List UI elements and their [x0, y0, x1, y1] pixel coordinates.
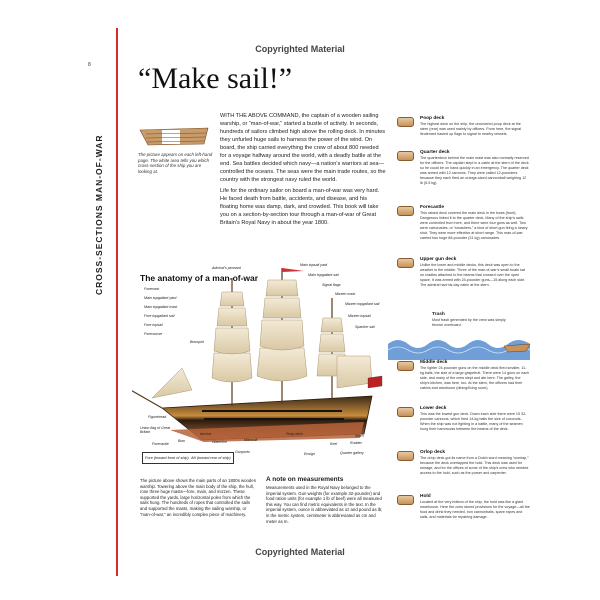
anatomy-heading: The anatomy of a man-of-war: [140, 273, 259, 283]
side-entry-title: Orlop deck: [420, 450, 446, 455]
label-rudder: Rudder: [350, 441, 362, 445]
label-main-topgallant-yard: Main topgallant yard: [144, 296, 177, 300]
deck-icon: [397, 495, 414, 505]
vertical-header-text: CROSS-SECTIONS MAN-OF-WAR: [94, 134, 104, 295]
label-foremast: Foremast: [144, 287, 160, 291]
note-body: Measurements used in the Royal Navy belonged to the imperial system. Gun weights (for example 32-pounder) and food ration units (for example 1 lb of beef) were all measured this way. You can find metric equivalents in the text. In the imperial system, ounce is abbreviated as oz and pound as lb; in the metric system, centimeter is abbreviated as cm and meter as m.: [266, 485, 383, 524]
side-entry-title: Forecastle: [420, 205, 444, 210]
deck-icon: [397, 151, 414, 161]
label-mizzen-mast: Mizzen mast: [335, 292, 356, 296]
label-bowsprit: Bowsprit: [190, 340, 204, 344]
deck-icon: [397, 117, 414, 127]
label-fore-topgallant-sail: Fore topgallant sail: [144, 314, 175, 318]
side-entry-title: Upper gun deck: [420, 257, 457, 262]
side-entry-poop-deck: [397, 116, 530, 150]
trash-heading: Trash: [432, 312, 445, 317]
label-fore-topsail: Fore topsail: [144, 323, 163, 327]
red-margin-line: [116, 28, 118, 576]
side-entry-hold: [397, 494, 530, 532]
page-title: “Make sail!”: [138, 62, 293, 95]
label-forecourse: Forecourse: [144, 332, 163, 336]
label-mizzen-topsail: Mizzen topsail: [348, 314, 371, 318]
vertical-header: [78, 45, 104, 295]
thumbnail-caption: The picture appears on each left-hand page. The white area tells you which cross-section of the ship you are looking at.: [138, 152, 213, 174]
intro-text: [220, 112, 386, 230]
deck-icon: [397, 206, 414, 216]
ship-description: The picture above shows the main parts of an 1800s wooden warship. Towering above the main body of the ship, the hull, rose three huge masts—fore, main, and mizzen. These supported the yards, large horizontal poles from which the sails hung. The hundreds of ropes that controlled the sails and supported the masts, making the sailing warship, or “man-of-war,” an incredibly complex piece of machinery.: [140, 478, 257, 517]
aft-label: Aft (toward rear of ship): [191, 456, 231, 460]
label-main-topsail-yard: Main topsail yard: [300, 263, 328, 267]
label-ensign: Ensign: [304, 452, 315, 456]
label-main-topgallant-sail: Main topgallant sail: [308, 273, 339, 277]
label-forecastle: Forecastle: [152, 442, 169, 446]
copyright-top: Copyrighted Material: [255, 44, 345, 54]
label-stern: Stern: [355, 434, 364, 438]
direction-key-box: [142, 452, 234, 464]
side-entry-body: The quarterdeck behind the main mast was also normally reserved for the officers. The captain slept in a cabin at the stern of the deck so he could be on hand quickly in an emergency. The quarter deck was armed with 12 cannons. They were called 12-pounders because they each fired an orange-sized cannonball weighing 12 lb (5.5 kg).: [420, 156, 529, 185]
side-entry-body: The lighter 24-pounder guns on the middle deck fired smaller, 11-kg balls, the size of a large grapefruit. There were 14 guns on each side, and many of the crew slept and ate here. The galley, the ship’s kitchen, was here, too. At the stern, the officers had their cabins and wardroom (dining/living room).: [420, 366, 530, 390]
side-entry-title: Middle deck: [420, 360, 448, 365]
side-entry-lower-deck: [397, 406, 530, 444]
side-entry-title: Poop deck: [420, 116, 445, 121]
label-mizzen-topgallant-sail: Mizzen topgallant sail: [345, 302, 380, 306]
intro-paragraph-2: Life for the ordinary sailor on board a man-of-war was very hard. He faced death from battle, accidents, and disease, and his floating home was damp, dark, and crowded. This book will take you on a section-by-section tour through a man-of-war of Great Britain’s Royal Navy in about the year 1800.: [220, 188, 380, 226]
deck-icon: [397, 361, 414, 371]
label-figurehead: Figurehead: [148, 415, 167, 419]
side-entry-upper-gun-deck: [397, 257, 530, 305]
label-gunports: Gunports: [235, 450, 250, 454]
side-entry-quarter-deck: [397, 150, 530, 200]
intro-paragraph-1: WITH THE ABOVE COMMAND, the captain of a wooden sailing warship, or “man-of-war,” started a bustle of activity. In seconds, hundreds of sailors climbed high above the rolling deck. In minutes they unfurled huge sails to harness the power of the wind. On board, the ship carried everything the crew of about 800 needed for a voyage halfway around the world, with a deadly battle at the end. Sea battles decided which navy—a nation’s warriors at sea—controlled the oceans. The seas were the main trade routes, so the country with the strongest navy ruled the world.: [220, 113, 386, 183]
side-entry-body: The orlop deck got its name from a Dutch word meaning “overlap,” because the deck overlapped the hold. This deck was used for storage, and for the offices of some of the ship’s crew who needed access to the hold, such as the purser and carpenter.: [420, 456, 529, 475]
copyright-bottom: Copyrighted Material: [255, 547, 345, 557]
trash-body: Most trash generated by the crew was simply thrown overboard.: [432, 318, 506, 327]
side-entry-body: The highest deck on the ship, the uncovered poop deck at the stern (rear) was used mainly by officers. From here, the signal lieutenant hauled up flags to signal to nearby vessels.: [420, 122, 522, 136]
side-entry-middle-deck: [397, 360, 530, 402]
side-entry-body: This raised deck covered the main deck in the bows (front). Dangerous linked it to the quarter deck. Many of the ship’s sails were controlled from here, and there were four guns as well. Two were carronades, or “smashers,” a kind of short gun firing a heavy shot. They were more effective at short range. This man-of-war carried two huge 68-pounder (31 kg) carronades.: [420, 211, 528, 240]
label-main-topgallant-mast: Main topgallant mast: [144, 305, 178, 309]
label-bow: Bow: [178, 439, 185, 443]
side-entry-body: Located at the very bottom of the ship, the hold was like a giant warehouse. Here the crew stored provisions for the voyage—all the food and drink they needed, iron cannonballs, spare ropes and sails, and materials for repairing damage.: [420, 500, 530, 519]
label-keel: Keel: [330, 442, 338, 446]
fore-label: Fore (toward front of ship): [145, 456, 189, 460]
side-entry-title: Lower deck: [420, 406, 447, 411]
side-entry-forecastle: [397, 205, 530, 255]
label-waterline: Waterline: [212, 440, 228, 444]
page-number: 8: [88, 62, 91, 68]
label-mainsail: Mainsail: [244, 438, 258, 442]
side-entry-body: Unlike the lower and middle decks, this deck was open to the weather in the middle. Three of the man-of-war’s small boats sat on cradles attached to the beams that crossed over the open space. It was armed with 24-pounder guns—15 along each side. The admiral had his day cabin at the stern.: [420, 263, 526, 287]
side-entry-orlop-deck: [397, 450, 530, 488]
side-entry-title: Quarter deck: [420, 150, 450, 155]
deck-icon: [397, 407, 414, 417]
side-entry-title: Hold: [420, 494, 431, 499]
rowboat-icon: [502, 338, 532, 354]
deck-icon: [397, 451, 414, 461]
note-heading: A note on measurements: [266, 476, 344, 483]
label-admirals-pennant: Admiral’s pennant: [212, 266, 241, 270]
deck-icon: [397, 258, 414, 268]
label-poop-deck: Poop deck: [286, 432, 303, 436]
label-anchor: Anchor: [200, 432, 212, 436]
label-union-flag: Union flag of Great Britain: [140, 426, 171, 434]
ship-thumbnail: [138, 118, 213, 148]
side-entry-body: This was the lowest gun deck. Down each side there were 15 32-pounder cannons, which fired 14-kg balls the size of coconuts. When the ship was not fighting in a battle, many of the seamen hung their hammocks between the beams of the deck.: [420, 412, 527, 431]
label-quarter-gallery: Quarter gallery: [340, 451, 364, 455]
label-spanker-sail: Spanker sail: [355, 325, 375, 329]
label-signal-flags: Signal flags: [322, 283, 341, 287]
